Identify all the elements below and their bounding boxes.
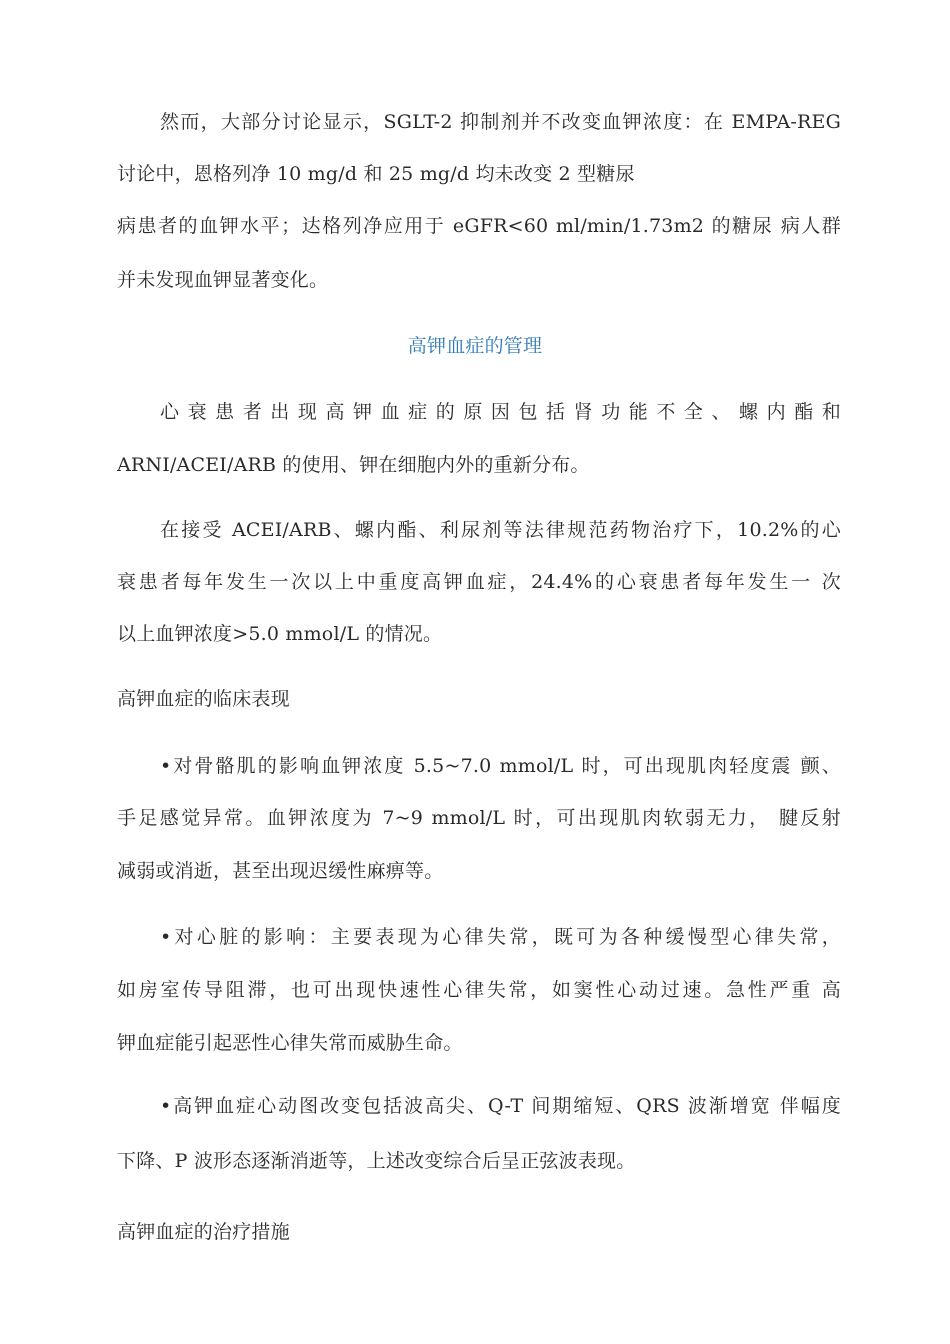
- bullet-1-line-2: 手足感觉异常。血钾浓度为 7~9 mmol/L 时，可出现肌肉软弱无力， 腱反射: [117, 807, 841, 829]
- bullet-1-line-1: •对骨骼肌的影响血钾浓度 5.5~7.0 mmol/L 时，可出现肌肉轻度震 颤、: [160, 755, 841, 777]
- paragraph-1-line-4: 并未发现血钾显著变化。: [117, 269, 329, 291]
- paragraph-3-line-1: 在接受 ACEI/ARB、螺内酯、利尿剂等法律规范药物治疗下，10.2%的心: [160, 519, 841, 541]
- paragraph-3-line-3: 以上血钾浓度>5.0 mmol/L 的情况。: [117, 623, 443, 645]
- subheading-treatment-measures: 高钾血症的治疗措施: [117, 1221, 290, 1243]
- section-heading-management: 高钾血症的管理: [407, 335, 543, 357]
- bullet-2-line-3: 钾血症能引起恶性心律失常而威胁生命。: [117, 1032, 463, 1054]
- paragraph-2-line-1: 心衰患者出现高钾血症的原因包括肾功能不全、螺内酯和: [160, 401, 841, 423]
- paragraph-2-line-2: ARNI/ACEI/ARB 的使用、钾在细胞内外的重新分布。: [117, 454, 590, 476]
- bullet-3-line-2: 下降、P 波形态逐渐消逝等，上述改变综合后呈正弦波表现。: [117, 1150, 636, 1172]
- bullet-2-line-2: 如房室传导阻滞，也可出现快速性心律失常，如窦性心动过速。急性严重 高: [117, 979, 841, 1001]
- bullet-1-line-3: 减弱或消逝，甚至出现迟缓性麻痹等。: [117, 860, 444, 882]
- paragraph-1-line-1: 然而，大部分讨论显示，SGLT-2 抑制剂并不改变血钾浓度：在 EMPA-REG: [160, 111, 841, 133]
- subheading-clinical-manifestations: 高钾血症的临床表现: [117, 688, 290, 710]
- bullet-2-line-1: •对心脏的影响：主要表现为心律失常，既可为各种缓慢型心律失常，: [160, 926, 841, 948]
- bullet-3-line-1: •高钾血症心动图改变包括波高尖、Q-T 间期缩短、QRS 波渐增宽 伴幅度: [160, 1095, 841, 1117]
- paragraph-1-line-2: 讨论中，恩格列净 10 mg/d 和 25 mg/d 均未改变 2 型糖尿: [117, 163, 635, 185]
- paragraph-3-line-2: 衰患者每年发生一次以上中重度高钾血症，24.4%的心衰患者每年发生一 次: [117, 571, 841, 593]
- paragraph-1-line-3: 病患者的血钾水平；达格列净应用于 eGFR<60 ml/min/1.73m2 的糖尿 病人群: [117, 215, 841, 237]
